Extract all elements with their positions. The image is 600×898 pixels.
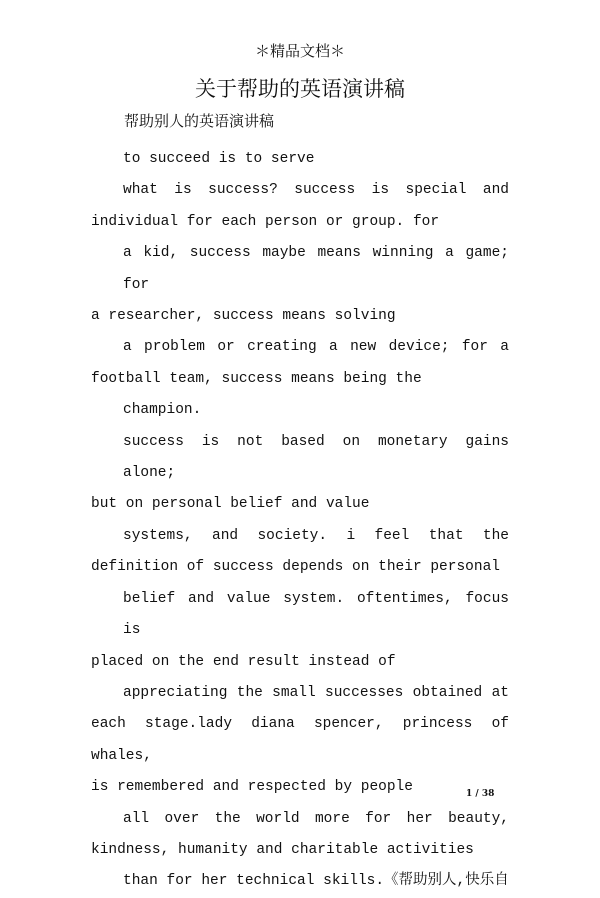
body-line: placed on the end result instead of bbox=[91, 653, 396, 670]
document-body bbox=[91, 144, 509, 898]
body-paragraph bbox=[91, 866, 509, 897]
body-paragraph bbox=[91, 804, 509, 867]
body-line: a researcher, success means solving bbox=[91, 308, 396, 325]
body-paragraph bbox=[91, 144, 509, 175]
body-paragraph bbox=[91, 332, 509, 395]
body-paragraph bbox=[91, 175, 509, 238]
body-line: a kid, success maybe means winning a game; for bbox=[123, 245, 509, 293]
body-line: all over the world more for her beauty, bbox=[123, 810, 509, 827]
body-line: to succeed is to serve bbox=[123, 151, 315, 167]
body-line: champion. bbox=[123, 402, 202, 419]
body-paragraph bbox=[91, 521, 509, 584]
body-line: appreciating the small successes obtained at bbox=[123, 684, 509, 701]
body-line: than for her technical skills.《帮助别人,快乐自 bbox=[123, 873, 509, 890]
body-line: belief and value system. oftentimes, focus is bbox=[123, 590, 509, 639]
body-line: definition of success depends on their personal bbox=[91, 559, 500, 576]
body-line: football team, success means being the bbox=[91, 370, 422, 387]
body-line: a problem or creating a new device; for a bbox=[123, 339, 509, 356]
body-paragraph bbox=[91, 427, 509, 521]
document-title: 关于帮助的英语演讲稿 bbox=[195, 77, 405, 101]
body-paragraph bbox=[91, 678, 509, 804]
body-paragraph bbox=[91, 238, 509, 332]
body-paragraph bbox=[91, 584, 509, 678]
body-line: kindness, humanity and charitable activities bbox=[91, 841, 474, 858]
page-number: 1 / 38 bbox=[466, 789, 495, 799]
body-paragraph bbox=[91, 395, 509, 426]
body-line: success is not based on monetary gains alone; bbox=[123, 433, 509, 482]
header-mark: ＊精品文档＊ bbox=[254, 42, 345, 60]
body-line: is remembered and respected by people bbox=[91, 779, 413, 796]
body-line: but on personal belief and value bbox=[91, 496, 370, 513]
body-line: systems, and society. i feel that the bbox=[123, 527, 509, 544]
body-line: each stage.lady diana spencer, princess of whales, bbox=[91, 716, 509, 764]
document-subtitle: 帮助别人的英语演讲稿 bbox=[124, 112, 275, 130]
body-line: individual for each person or group. for bbox=[91, 213, 440, 230]
body-line: what is success? success is special and bbox=[123, 182, 509, 199]
